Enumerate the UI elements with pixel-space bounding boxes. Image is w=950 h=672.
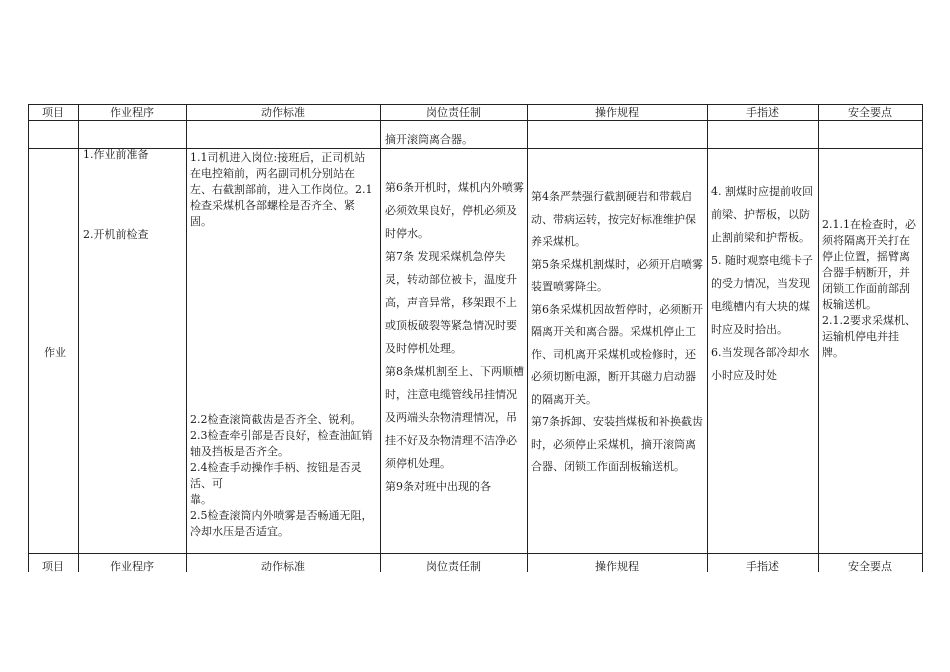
- body-operation: 第4条严禁强行截割硬岩和带载启动、带病运转，按完好标准维护保养采煤机。 第5条采煤机割煤时，必须开启喷雾装置喷雾降尘。 第6条采煤机因故暂停时，必须断开隔离开关和离合器。采煤机停止工作、司机离开采煤机或检修时，还必须切断电源，断开其磁力启动器的隔离开关。 第7条拆卸、安装挡煤板和补换截齿时，必须停止采煤机，摘开滚筒离合器、闭锁工作面刮板输送机。: [531, 190, 703, 473]
- header-safety: 安全要点: [848, 106, 892, 119]
- row1-duty: 摘开滚筒离合器。: [385, 133, 473, 146]
- body-hand-point: 4. 割煤时应提前收回前梁、护帮板，以防止割前梁和护帮板。 5. 随时观察电缆卡子的受力情况，当发现电缆槽内有大块的煤时应及时拾出。 6.当发现各部冷却水小时应及时处: [711, 185, 813, 382]
- table-rule-header: [28, 120, 922, 121]
- table-col-border-5: [707, 104, 708, 572]
- body-procedure: 1.作业前准备 2.开机前检查: [83, 148, 149, 241]
- header-operation: 操作规程: [595, 106, 639, 119]
- table-col-border-4: [527, 104, 528, 572]
- header-duty: 岗位责任制: [426, 106, 481, 119]
- footer-header-operation: 操作规程: [595, 560, 639, 573]
- header-procedure: 作业程序: [110, 106, 154, 119]
- body-action-top: 1.1司机进入岗位:接班后，正司机站在电控箱前，两名副司机分别站在左、右截割部前，进入工作岗位。2.1检查采煤机各部螺栓是否齐全、紧固。: [190, 151, 373, 228]
- table-col-border-0: [28, 104, 29, 572]
- body-duty: 第6条开机时，煤机内外喷雾必须效果良好，停机必须及时停水。 第7条 发现采煤机急停失灵，转动部位被卡，温度升高，声音异常，移架跟不上或顶板破裂等紧急情况时要及时停机处理。 第8条煤机割至上、下两顺槽时，注意电缆管线吊挂情况及两端头杂物清理情况，吊挂不好及杂物清理不洁净必须停机处理。 第9条对班中出现的各: [385, 181, 524, 493]
- footer-header-safety: 安全要点: [848, 560, 892, 573]
- footer-header-hand-point: 手指述: [746, 560, 779, 573]
- footer-header-procedure: 作业程序: [110, 560, 154, 573]
- header-hand-point: 手指述: [746, 106, 779, 119]
- body-project: 作业: [44, 346, 66, 359]
- table-col-border-6: [818, 104, 819, 572]
- body-safety: 2.1.1在检查时，必须将隔离开关打在停止位置，摇臂离合器手柄断开，并闭锁工作面前部刮板输送机。 2.1.2要求采煤机、运输机停电并挂牌。: [822, 218, 916, 359]
- header-action-standard: 动作标准: [261, 106, 305, 119]
- table-rule-body-bottom: [28, 553, 922, 554]
- header-project: 项目: [42, 106, 64, 119]
- table-col-border-3: [380, 104, 381, 572]
- body-action-bottom: 2.2检查滚筒截齿是否齐全、锐利。 2.3检查牵引部是否良好，检查油缸销轴及挡板是否齐全。 2.4检查手动操作手柄、按钮是否灵活、可 靠。 2.5检查滚筒内外喷雾是否畅通无阻，冷却水压是否适宜。: [190, 413, 373, 538]
- table-col-border-2: [186, 104, 187, 572]
- table-rule-top: [28, 104, 922, 105]
- footer-header-duty: 岗位责任制: [426, 560, 481, 573]
- footer-header-project: 项目: [42, 560, 64, 573]
- table-col-border-7: [922, 104, 923, 572]
- table-col-border-1: [78, 104, 79, 572]
- footer-header-action-standard: 动作标准: [261, 560, 305, 573]
